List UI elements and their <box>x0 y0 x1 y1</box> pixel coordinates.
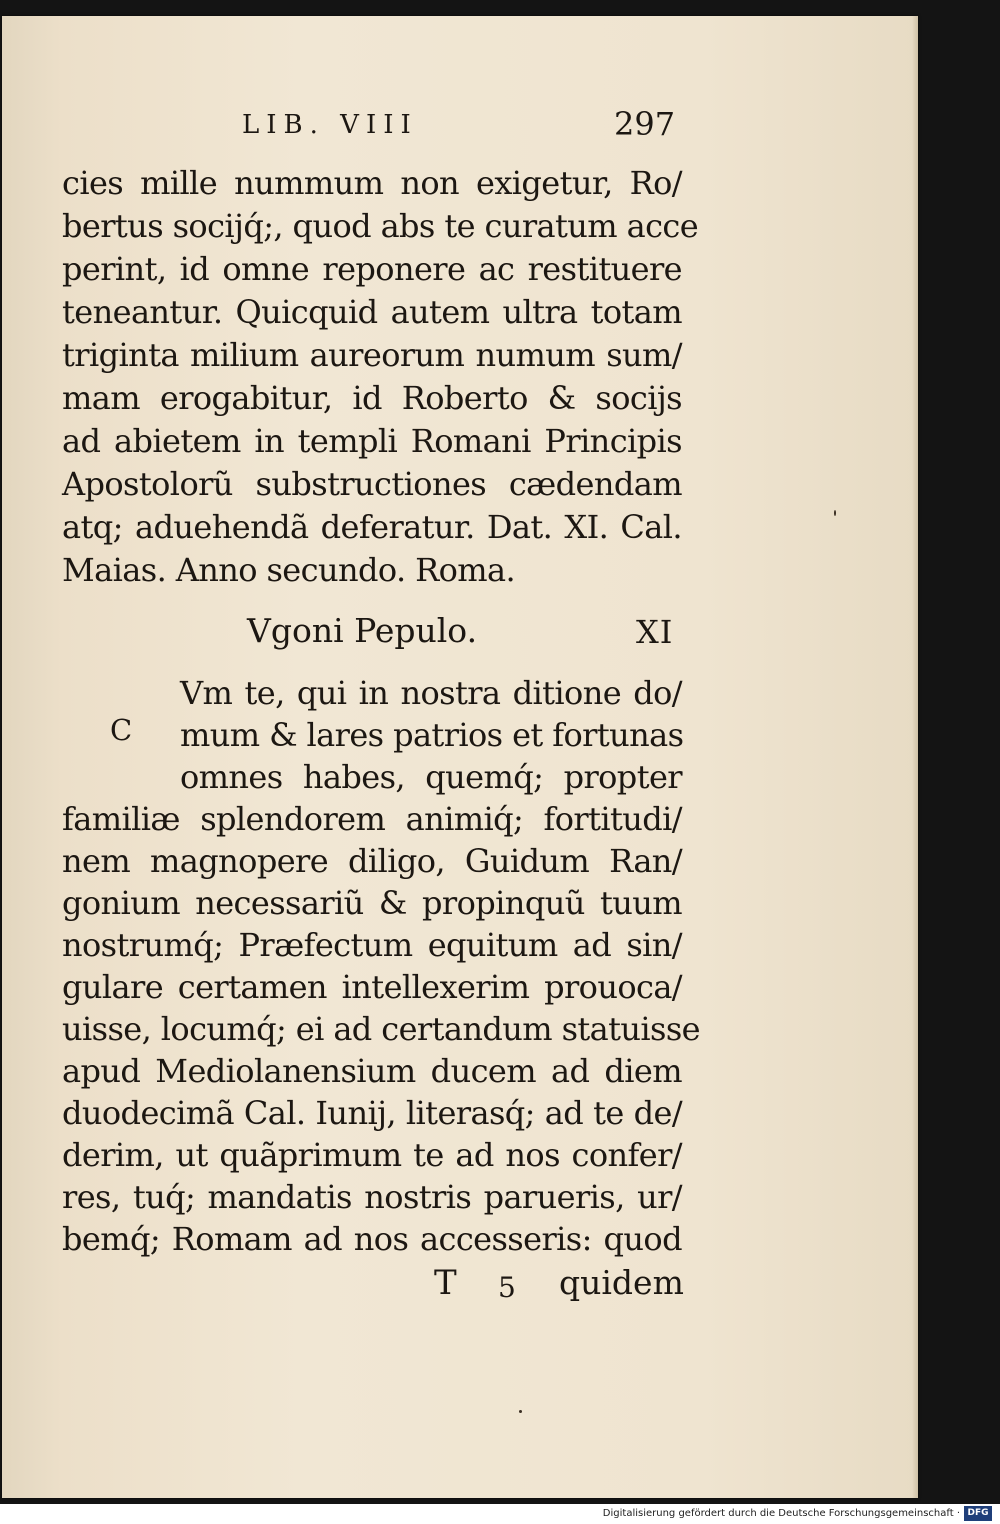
body-line: ad abietem in templi Romani Principis <box>62 422 682 460</box>
letter-line: bemq́; Romam ad nos accesseris: quod <box>62 1220 682 1258</box>
body-line: bertus socijq́;, quod abs te curatum acce <box>62 207 699 245</box>
letter-line: gulare certamen intellexerim prouoca/ <box>62 968 682 1006</box>
body-line: mam erogabitur, id Roberto & socijs <box>62 379 682 417</box>
letter-line: nem magnopere diligo, Guidum Ran/ <box>62 842 682 880</box>
body-line: atq; aduehendã deferatur. Dat. XI. Cal. <box>62 508 682 546</box>
letter-line: res, tuq́; mandatis nostris parueris, ur/ <box>62 1178 682 1216</box>
letter-line: omnes habes, quemq́; propter <box>180 758 682 796</box>
book-page <box>2 16 918 1498</box>
body-line: cies mille nummum non exigetur, Ro/ <box>62 164 682 202</box>
letter-line: uisse, locumq́; ei ad certandum statuisse <box>62 1010 701 1048</box>
signature-number: 5 <box>498 1271 516 1304</box>
letter-line: apud Mediolanensium ducem ad diem <box>62 1052 682 1090</box>
letter-heading: Vgoni Pepulo. <box>247 611 478 650</box>
letter-line: mum & lares patrios et fortunas <box>180 716 684 754</box>
digitization-footer <box>0 1504 1000 1524</box>
body-line: Apostolorũ substructiones cædendam <box>62 465 682 503</box>
letter-numeral: XI <box>636 613 674 651</box>
letter-line: nostrumq́; Præfectum equitum ad sin/ <box>62 926 682 964</box>
body-line: teneantur. Quicquid autem ultra totam <box>62 293 682 331</box>
page-number: 297 <box>614 105 676 143</box>
body-line: perint, id omne reponere ac restituere <box>62 250 682 288</box>
signature-mark: T <box>434 1263 457 1303</box>
letter-line: derim, ut quãprimum te ad nos confer/ <box>62 1136 682 1174</box>
letter-line: gonium necessariũ & propinquũ tuum <box>62 884 682 922</box>
letter-line: Vm te, qui in nostra ditione do/ <box>180 674 682 712</box>
drop-capital: C <box>110 713 133 747</box>
footer-credit: Digitalisierung gefördert durch die Deutsche Forschungsgemeinschaft · <box>602 1508 960 1519</box>
catchword: quidem <box>559 1263 684 1302</box>
running-head: LIB. VIII <box>242 110 418 140</box>
body-line: triginta milium aureorum numum sum/ <box>62 336 682 374</box>
letter-line: duodecimã Cal. Iunij, literasq́; ad te de/ <box>62 1094 682 1132</box>
letter-line: familiæ splendorem animiq́; fortitudi/ <box>62 800 682 838</box>
body-line: Maias. Anno secundo. Roma. <box>62 551 516 589</box>
dfg-logo: DFG <box>964 1506 992 1521</box>
page-edge <box>912 16 918 1498</box>
